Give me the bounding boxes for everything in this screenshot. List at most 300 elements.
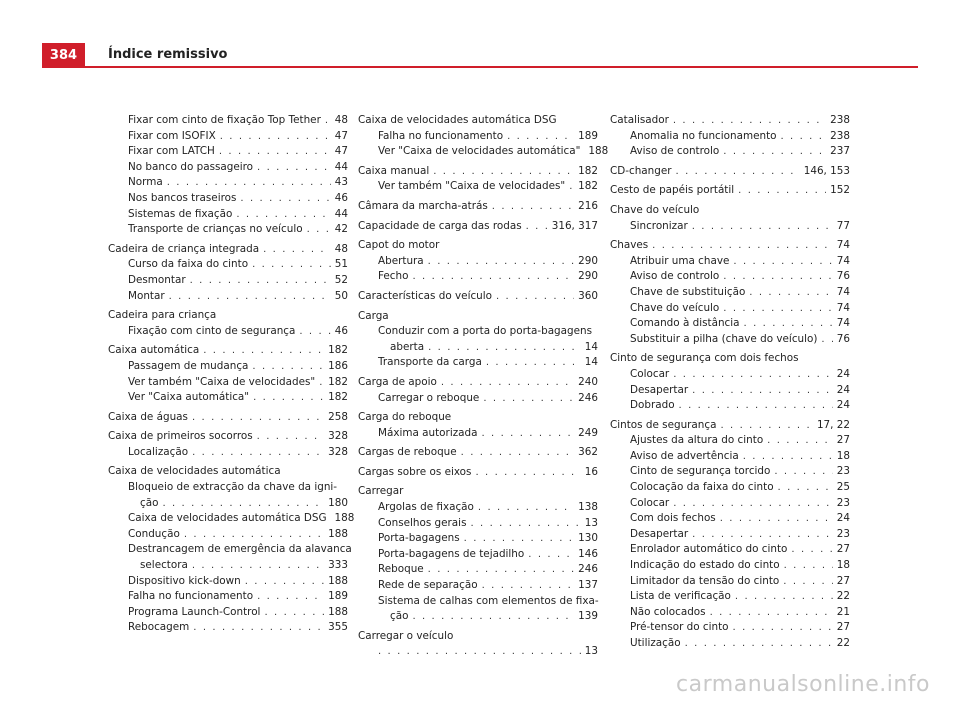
entry-text: Indicação do estado do cinto	[630, 559, 780, 572]
index-subentry	[358, 531, 598, 547]
entry-text: Colocação da faixa do cinto	[630, 481, 774, 494]
entry-text: Condução	[128, 527, 180, 540]
entry-text: Rede de separação	[378, 579, 478, 592]
index-entry	[358, 445, 598, 461]
index-subentry	[610, 433, 850, 449]
entry-text: Caixa de águas	[108, 410, 188, 423]
dot-leader	[723, 301, 832, 317]
entry-text: Porta-bagagens	[378, 532, 460, 545]
entry-text-continuation: aberta	[390, 340, 425, 353]
dot-leader	[240, 191, 330, 207]
entry-text: Porta-bagagens de tejadilho	[378, 547, 525, 560]
dot-leader	[821, 332, 832, 348]
entry-text: Aviso de controlo	[630, 270, 720, 283]
index-subentry	[358, 426, 598, 442]
dot-leader	[720, 511, 833, 527]
page-ref: 47	[334, 129, 348, 142]
entry-text: Sincronizar	[630, 219, 688, 232]
entry-text: Pré-tensor do cinto	[630, 621, 729, 634]
page-ref: 44	[334, 207, 348, 220]
entry-text: Limitador da tensão do cinto	[630, 574, 780, 587]
entry-text: Ajustes da altura do cinto	[630, 434, 764, 447]
dot-leader	[486, 355, 581, 371]
index-subentry	[358, 179, 598, 195]
page-ref: 18	[836, 559, 850, 572]
page-ref: 362	[578, 446, 598, 459]
entry-text: Transporte da carga	[378, 356, 482, 369]
page-ref: 74	[836, 254, 850, 267]
page-ref: 146	[578, 547, 598, 560]
index-entry	[358, 629, 598, 645]
entry-text: Desapertar	[630, 383, 689, 396]
entry-text: Fixar com ISOFIX	[128, 129, 216, 142]
index-entry	[358, 465, 598, 481]
entry-text: Transporte de crianças no veículo	[128, 223, 303, 236]
dot-leader	[257, 429, 325, 445]
entry-text: Carregar o reboque	[378, 391, 480, 404]
entry-text: Carregar o veículo	[358, 629, 454, 642]
index-subentry	[108, 527, 348, 543]
index-subentry	[610, 464, 850, 480]
header-rule	[42, 66, 918, 68]
entry-text: Cadeira para criança	[108, 309, 217, 322]
dot-leader	[676, 164, 800, 180]
dot-leader	[433, 164, 574, 180]
dot-leader	[749, 285, 832, 301]
dot-leader	[744, 316, 833, 332]
dot-leader	[319, 375, 324, 391]
dot-leader	[162, 496, 324, 512]
watermark: carmanualsonline.info	[676, 672, 930, 697]
dot-leader	[528, 547, 574, 563]
entry-text: Capot do motor	[358, 239, 440, 252]
dot-leader	[220, 129, 331, 145]
dot-leader	[169, 289, 331, 305]
index-subentry	[358, 391, 598, 407]
index-subentry	[610, 605, 850, 621]
page-ref: 13	[584, 645, 598, 658]
index-subentry	[610, 129, 850, 145]
dot-leader	[733, 254, 832, 270]
index-subentry	[108, 589, 348, 605]
index-entry	[610, 183, 850, 199]
entry-text: Falha no funcionamento	[378, 129, 504, 142]
entry-text: Conduzir com a porta do porta-bagagens	[378, 325, 593, 338]
page-ref: 52	[334, 273, 348, 286]
page-ref: 27	[836, 621, 850, 634]
index-subentry	[610, 620, 850, 636]
entry-text: Com dois fechos	[630, 512, 716, 525]
page-ref: 23	[836, 496, 850, 509]
entry-text: Colocar	[630, 367, 670, 380]
dot-leader	[192, 558, 324, 574]
dot-leader	[299, 324, 330, 340]
page-ref: 17, 22	[816, 418, 850, 431]
entry-text: Catalisador	[610, 114, 669, 126]
dot-leader	[735, 589, 833, 605]
index-subentry	[108, 390, 348, 406]
dot-leader	[774, 464, 832, 480]
dot-leader	[193, 620, 324, 636]
dot-leader	[673, 367, 833, 383]
entry-text: Cargas de reboque	[358, 446, 457, 459]
index-subentry	[108, 129, 348, 145]
index-subentry	[358, 355, 598, 371]
dot-leader	[190, 273, 331, 289]
page-ref: 186	[328, 359, 348, 372]
index-subentry	[610, 589, 850, 605]
index-subentry	[108, 160, 348, 176]
entry-text: Dobrado	[630, 399, 675, 412]
dot-leader	[257, 589, 324, 605]
entry-text: Atribuir uma chave	[630, 254, 730, 267]
index-subentry	[610, 316, 850, 332]
page-ref: 246	[578, 391, 598, 404]
index-subentry	[610, 285, 850, 301]
index-entry	[358, 375, 598, 391]
page-ref: 24	[836, 512, 850, 525]
entry-text: Ver também "Caixa de velocidades"	[378, 180, 566, 193]
dot-leader	[778, 480, 833, 496]
entry-text: Sistema de calhas com elementos de fixa-	[378, 594, 599, 607]
entry-text: Bloqueio de extracção da chave da igni-	[128, 481, 338, 494]
index-subentry	[358, 500, 598, 516]
entry-text: Colocar	[630, 496, 670, 509]
dot-leader	[783, 574, 832, 590]
dot-leader	[461, 445, 575, 461]
page-ref: 22	[836, 590, 850, 603]
dot-leader	[412, 269, 574, 285]
entry-text: Caixa de primeiros socorros	[108, 430, 253, 443]
index-subentry	[610, 480, 850, 496]
dot-leader	[378, 644, 581, 660]
index-subentry	[108, 620, 348, 636]
dot-leader	[482, 426, 575, 442]
entry-text: Carga	[358, 309, 389, 322]
entry-text: Capacidade de carga das rodas	[358, 219, 522, 232]
dot-leader	[784, 558, 833, 574]
index-subentry	[108, 511, 355, 527]
dot-leader	[236, 207, 330, 223]
index-subentry	[358, 578, 598, 594]
dot-leader	[307, 222, 331, 238]
index-subentry	[610, 449, 850, 465]
entry-text: Rebocagem	[128, 621, 190, 634]
index-subentry	[108, 445, 348, 461]
entry-text: Chaves	[610, 239, 649, 252]
entry-text: Desmontar	[128, 273, 186, 286]
page-ref: 138	[578, 501, 598, 514]
dot-leader	[219, 144, 331, 160]
index-entry	[610, 238, 850, 254]
index-subentry	[108, 113, 348, 129]
entry-text: Chave de substituição	[630, 285, 746, 298]
page-ref: 238	[830, 129, 850, 142]
page-ref: 76	[836, 332, 850, 345]
index-subentry	[358, 324, 598, 355]
index-column-2	[358, 113, 609, 660]
page-ref: 182	[328, 344, 348, 357]
dot-leader	[673, 496, 833, 512]
dot-leader	[685, 636, 833, 652]
entry-text: Ver também "Caixa de velocidades"	[128, 375, 316, 388]
index-subentry	[108, 273, 348, 289]
dot-leader	[692, 527, 833, 543]
entry-text: Dispositivo kick-down	[128, 574, 241, 587]
page-ref: 24	[836, 399, 850, 412]
page-ref: 48	[334, 114, 348, 126]
index-entry	[610, 164, 850, 180]
page-ref: 44	[334, 160, 348, 173]
page-ref: 22	[836, 637, 850, 649]
index-subentry	[358, 547, 598, 563]
entry-text: Carga de apoio	[358, 375, 437, 388]
page-ref: 216	[578, 199, 598, 212]
page-ref: 188	[328, 605, 348, 618]
index-subentry	[108, 175, 348, 191]
index-subentry	[358, 129, 598, 145]
page-ref: 14	[584, 340, 598, 353]
dot-leader	[791, 542, 832, 558]
index-subentry	[358, 254, 598, 270]
page-ref: 360	[578, 289, 598, 302]
index-subentry	[610, 527, 850, 543]
page-ref: 16	[584, 465, 598, 478]
page-ref: 13	[584, 516, 598, 529]
index-subentry	[108, 222, 348, 238]
page-ref: 23	[836, 465, 850, 478]
index-subentry	[358, 269, 598, 285]
entry-text: Carregar	[358, 485, 404, 498]
entry-text: Anomalia no funcionamento	[630, 129, 777, 142]
dot-leader	[252, 257, 331, 273]
index-subentry	[610, 269, 850, 285]
entry-text: Cargas sobre os eixos	[358, 465, 472, 478]
index-subentry	[358, 516, 598, 532]
entry-text: Passagem de mudança	[128, 359, 249, 372]
page-ref: 238	[830, 114, 850, 126]
index-entry	[108, 308, 348, 324]
entry-text: Cinto de segurança com dois fechos	[610, 352, 799, 365]
page-ref: 188	[334, 512, 355, 525]
page-ref: 328	[328, 430, 348, 443]
dot-leader	[470, 516, 580, 532]
page-ref: 249	[578, 426, 598, 439]
index-subentry	[108, 359, 348, 375]
entry-text: Fixação com cinto de segurança	[128, 324, 296, 337]
dot-leader	[441, 375, 574, 391]
page-ref: 130	[578, 532, 598, 545]
dot-leader	[482, 578, 575, 594]
page-ref: 27	[836, 574, 850, 587]
entry-text: Cadeira de criança integrada	[108, 242, 260, 255]
index-subentry	[610, 367, 850, 383]
index-entry	[108, 343, 348, 359]
index-subentry	[610, 574, 850, 590]
page-ref: 74	[836, 317, 850, 330]
dot-leader	[492, 199, 574, 215]
dot-leader	[781, 129, 827, 145]
index-subentry	[610, 301, 850, 317]
entry-text: Sistemas de fixação	[128, 207, 233, 220]
page-ref: 188	[588, 145, 609, 158]
index-subentry	[358, 144, 609, 160]
entry-text: Chave do veículo	[610, 203, 700, 216]
entry-text: Caixa de velocidades automática	[108, 465, 281, 478]
page-ref: 42	[334, 223, 348, 236]
dot-leader	[203, 343, 324, 359]
index-subentry	[610, 636, 850, 652]
dot-leader	[428, 340, 581, 356]
dot-leader	[738, 183, 826, 199]
index-column-3	[610, 113, 850, 652]
index-entry	[108, 429, 348, 445]
page-ref: 137	[578, 579, 598, 592]
dot-leader	[723, 269, 832, 285]
entry-text: Caixa de velocidades automática DSG	[128, 512, 327, 525]
page-ref: 51	[334, 258, 348, 271]
index-subentry	[358, 644, 598, 660]
index-entry	[610, 203, 850, 219]
entry-text: Utilização	[630, 637, 681, 649]
index-subentry	[108, 289, 348, 305]
page-ref: 189	[578, 129, 598, 142]
entry-text-continuation: ção	[140, 496, 159, 509]
page-ref: 328	[328, 445, 348, 458]
page-ref: 139	[578, 610, 598, 623]
index-subentry	[108, 324, 348, 340]
index-subentry	[108, 257, 348, 273]
entry-text-continuation: selectora	[140, 559, 188, 572]
page-ref: 246	[578, 563, 598, 576]
page-ref: 152	[830, 184, 850, 197]
dot-leader	[475, 465, 580, 481]
page-ref: 74	[836, 301, 850, 314]
entry-text: Conselhos gerais	[378, 516, 467, 529]
entry-text: Desapertar	[630, 527, 689, 540]
index-entry	[108, 464, 348, 480]
page-ref: 316, 317	[551, 219, 598, 232]
entry-text: Caixa de velocidades automática DSG	[358, 114, 557, 126]
dot-leader	[526, 219, 548, 235]
page-ref: 290	[578, 254, 598, 267]
page-ref: 50	[334, 289, 348, 302]
page-ref: 25	[836, 481, 850, 494]
page-ref: 46	[334, 191, 348, 204]
index-subentry	[610, 219, 850, 235]
index-subentry	[108, 191, 348, 207]
page-ref: 27	[836, 543, 850, 556]
dot-leader	[184, 527, 324, 543]
page-ref: 14	[584, 356, 598, 369]
dot-leader	[720, 418, 812, 434]
dot-leader	[253, 390, 324, 406]
index-subentry	[610, 332, 850, 348]
page-ref: 24	[836, 367, 850, 380]
page-ref: 182	[578, 180, 598, 193]
entry-text: Fixar com cinto de fixação Top Tether	[128, 114, 321, 126]
page-ref: 23	[836, 527, 850, 540]
entry-text: Programa Launch-Control	[128, 605, 261, 618]
page-ref: 47	[334, 145, 348, 158]
page-ref: 77	[836, 219, 850, 232]
page-ref: 333	[328, 559, 348, 572]
index-column-1	[108, 113, 355, 636]
index-entry	[108, 242, 348, 258]
index-subentry	[108, 542, 352, 573]
index-entry	[610, 113, 850, 129]
entry-text: Localização	[128, 445, 189, 458]
page-title: Índice remissivo	[108, 47, 228, 62]
entry-text: Fecho	[378, 270, 409, 283]
dot-leader	[257, 160, 331, 176]
index-subentry	[108, 605, 348, 621]
entry-text: Máxima autorizada	[378, 426, 478, 439]
page-ref: 189	[328, 590, 348, 603]
page-ref: 355	[328, 621, 348, 634]
dot-leader	[723, 144, 826, 160]
entry-text: Aviso de advertência	[630, 449, 739, 462]
page-ref: 188	[328, 527, 348, 540]
entry-text: Enrolador automático do cinto	[630, 543, 788, 556]
index-subentry	[610, 496, 850, 512]
dot-leader	[428, 254, 574, 270]
entry-text: No banco do passageiro	[128, 160, 254, 173]
index-subentry	[108, 574, 348, 590]
page-ref: 21	[836, 605, 850, 618]
page-ref: 182	[328, 391, 348, 404]
page-ref: 180	[328, 496, 348, 509]
entry-text: Não colocados	[630, 605, 706, 618]
index-entry	[358, 219, 598, 235]
dot-leader	[692, 383, 833, 399]
page-ref: 74	[836, 239, 850, 252]
entry-text: Características do veículo	[358, 289, 492, 302]
entry-text: Norma	[128, 176, 163, 189]
index-subentry	[610, 542, 850, 558]
entry-text: Chave do veículo	[630, 301, 720, 314]
dot-leader	[264, 605, 324, 621]
entry-text: Abertura	[378, 254, 424, 267]
entry-text-continuation: ção	[390, 610, 409, 623]
index-subentry	[358, 594, 598, 625]
dot-leader	[743, 449, 833, 465]
dot-leader	[483, 391, 574, 407]
dot-leader	[710, 605, 833, 621]
index-entry	[358, 410, 598, 426]
dot-leader	[412, 609, 574, 625]
dot-leader	[733, 620, 833, 636]
index-subentry	[610, 254, 850, 270]
page-ref: 18	[836, 449, 850, 462]
entry-text: Substituir a pilha (chave do veículo)	[630, 332, 818, 345]
page-ref: 27	[836, 434, 850, 447]
entry-text: Cesto de papéis portátil	[610, 184, 735, 197]
entry-text: Ver "Caixa de velocidades automática"	[378, 145, 581, 158]
index-entry	[358, 289, 598, 305]
index-subentry	[610, 558, 850, 574]
page-ref: 74	[836, 285, 850, 298]
entry-text: Caixa manual	[358, 164, 430, 177]
page-ref: 182	[328, 375, 348, 388]
index-entry	[108, 410, 348, 426]
entry-text: Aviso de controlo	[630, 145, 720, 158]
dot-leader	[252, 359, 324, 375]
index-entry	[610, 418, 850, 434]
page-ref: 258	[328, 410, 348, 423]
index-subentry	[108, 375, 348, 391]
index-entry	[358, 164, 598, 180]
